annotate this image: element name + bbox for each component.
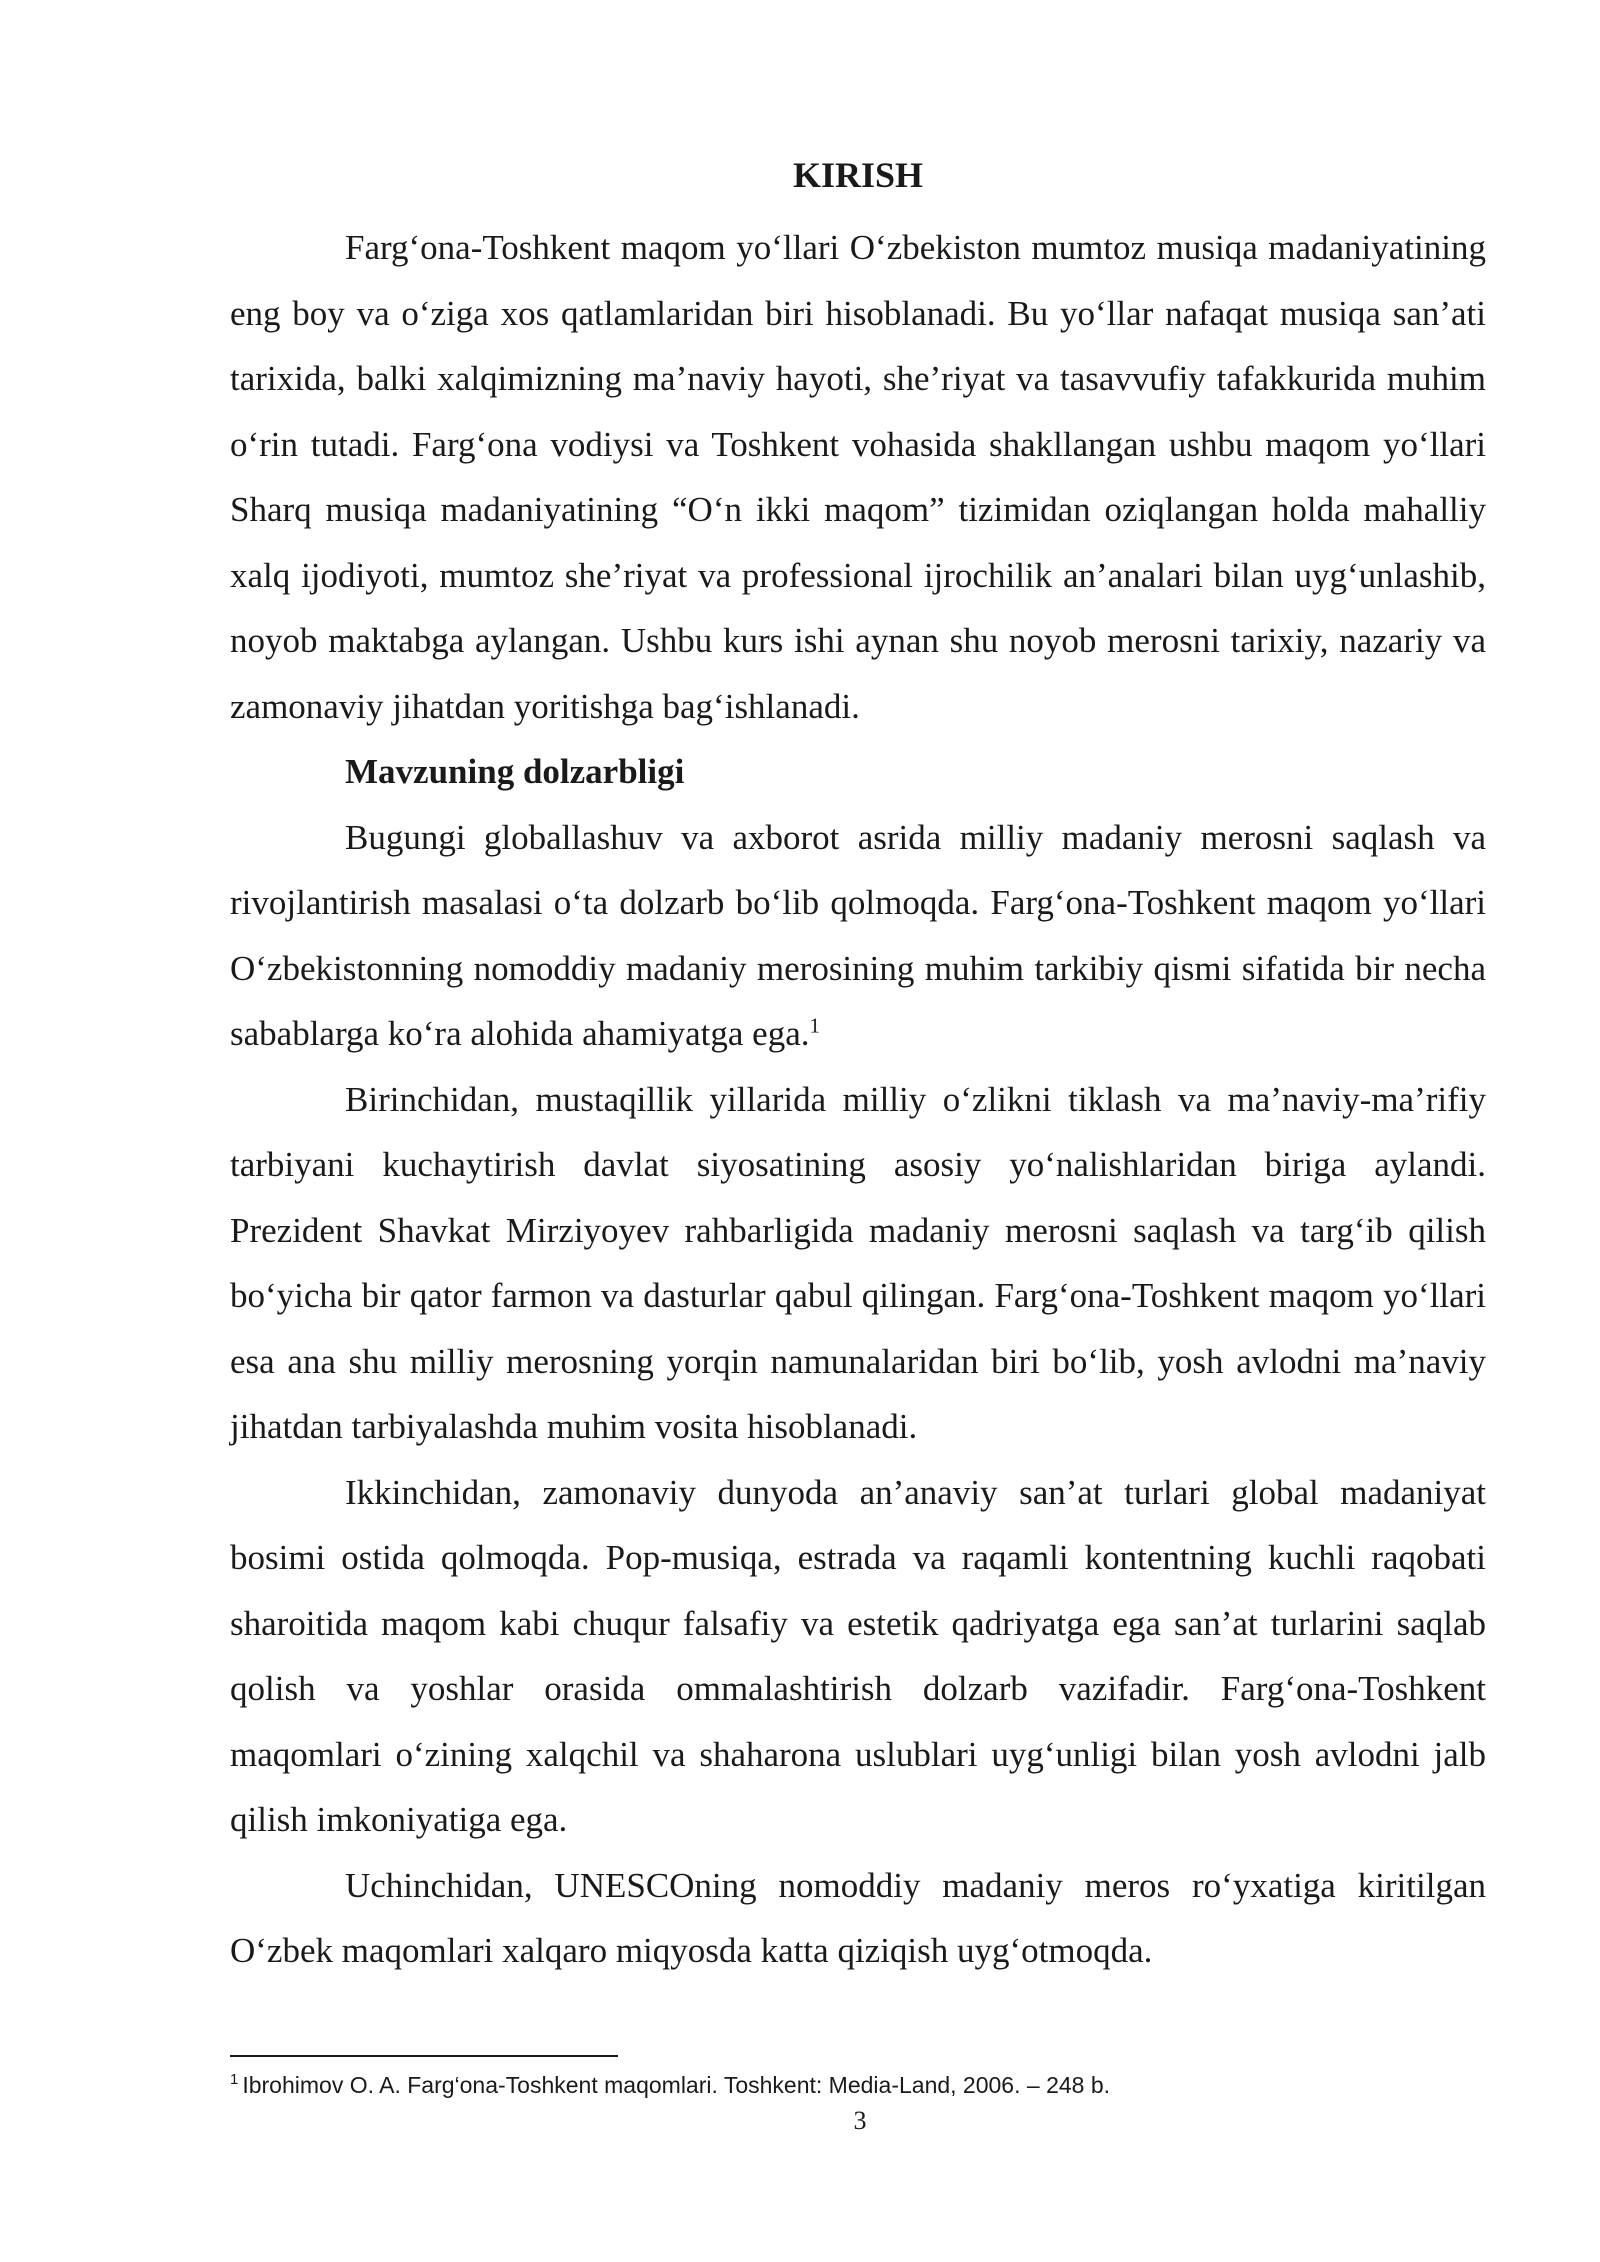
first-reason-paragraph: Birinchidan, mustaqillik yillarida milliy o‘zlikni tiklash va ma’naviy-ma’rifiy tarbiyani kuchaytirish davlat siyosatining asosiy yo‘nalishlaridan biriga aylandi. Prezident Shavkat Mirziyoyev rahbarligida madaniy merosni saqlash va targ‘ib qilish bo‘yicha bir qator farmon va dasturlar qabul qilingan. Farg‘ona-Toshkent maqom yo‘llari esa ana shu milliy merosning yorqin namunalaridan biri bo‘lib, yosh avlodni ma’naviy jihatdan tarbiyalashda muhim vosita hisoblanadi. (230, 1079, 1486, 1446)
section-heading: Mavzuning dolzarbligi (345, 752, 685, 791)
relevance-paragraph (230, 805, 1486, 1067)
page-title: KIRISH (792, 155, 924, 195)
footnote-reference[interactable]: 1 (809, 1013, 820, 1038)
footnote (230, 2068, 1486, 2102)
footnote-text: Ibrohimov O. A. Farg‘ona-Toshkent maqomlari. Toshkent: Media-Land, 2006. – 248 b. (242, 2072, 1111, 2098)
page-body (230, 150, 1486, 1984)
intro-paragraph: Farg‘ona-Toshkent maqom yo‘llari O‘zbekiston mumtoz musiqa madaniyatining eng boy va o‘ziga xos qatlamlaridan biri hisoblanadi. Bu yo‘llar nafaqat musiqa san’ati tarixida, balki xalqimizning ma’naviy hayoti, she’riyat va tasavvufiy tafakkurida muhim o‘rin tutadi. Farg‘ona vodiysi va Toshkent vohasida shakllangan ushbu maqom yo‘llari Sharq musiqa madaniyatining “O‘n ikki maqom” tizimidan oziqlangan holda mahalliy xalq ijodiyoti, mumtoz she’riyat va professional ijrochilik an’analari bilan uyg‘unlashib, noyob maktabga aylangan. Ushbu kurs ishi aynan shu noyob merosni tarixiy, nazariy va zamonaviy jihatdan yoritishga bag‘ishlanadi. (230, 228, 1486, 726)
relevance-paragraph-text: Bugungi globallashuv va axborot asrida milliy madaniy merosni saqlash va rivojlantirish masalasi o‘ta dolzarb bo‘lib qolmoqda. Farg‘ona-Toshkent maqom yo‘llari O‘zbekistonning nomoddiy madaniy merosining muhim tarkibiy qismi sifatida bir necha sabablarga ko‘ra alohida ahamiyatga ega. (230, 817, 1486, 1053)
page-number: 3 (853, 2106, 867, 2135)
third-reason-paragraph: Uchinchidan, UNESCOning nomoddiy madaniy meros ro‘yxatiga kiritilgan O‘zbek maqomlari xalqaro miqyosda katta qiziqish uyg‘otmoqda. (230, 1865, 1486, 1970)
footnote-number: 1 (230, 2071, 239, 2089)
second-reason-paragraph: Ikkinchidan, zamonaviy dunyoda an’anaviy san’at turlari global madaniyat bosimi ostida qolmoqda. Pop-musiqa, estrada va raqamli kontentning kuchli raqobati sharoitida maqom kabi chuqur falsafiy va estetik qadriyatga ega san’at turlarini saqlab qolish va yoshlar orasida ommalashtirish dolzarb vazifadir. Farg‘ona-Toshkent maqomlari o‘zining xalqchil va shaharona uslublari uyg‘unligi bilan yosh avlodni jalb qilish imkoniyatiga ega. (230, 1472, 1486, 1839)
footnote-separator (230, 2055, 618, 2057)
